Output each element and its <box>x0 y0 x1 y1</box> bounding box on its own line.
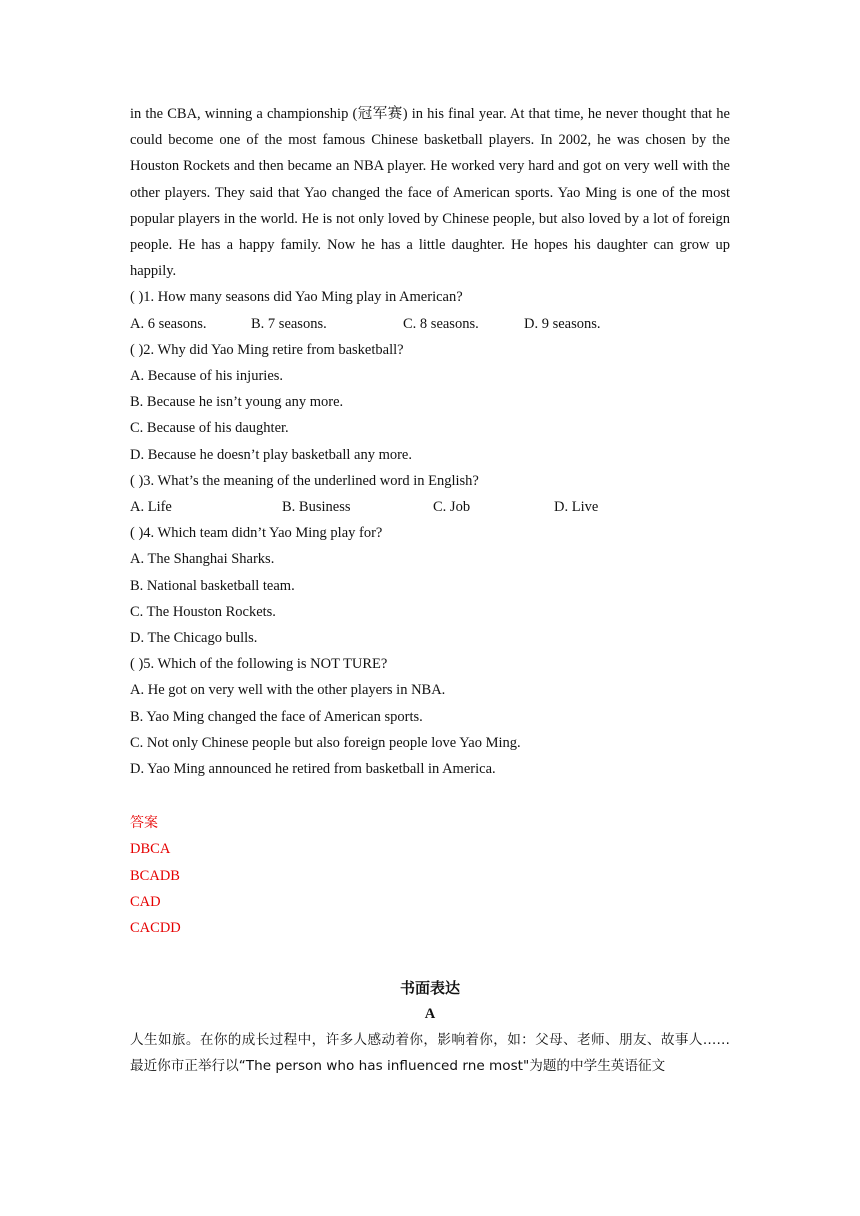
question-2-stem: ( )2. Why did Yao Ming retire from basketball? <box>130 341 404 358</box>
writing-prompt: 人生如旅。在你的成长过程中，许多人感动着你，影响着你，如：父母、老师、朋友、故事人…… 最近你市正举行以“The person who has influenced rne most"为题的中学生英语征文 <box>130 1032 730 1075</box>
question-2-option-b: B. Because he isn’t young any more. <box>130 394 344 411</box>
question-4-option-c: C. The Houston Rockets. <box>130 603 276 620</box>
question-4-stem: ( )4. Which team didn’t Yao Ming play for? <box>130 525 383 542</box>
question-5-option-d: D. Yao Ming announced he retired from basketball in America. <box>130 761 496 778</box>
answer-line-3: CAD <box>130 893 161 910</box>
question-1-options <box>130 311 730 337</box>
question-4-option-b: B. National basketball team. <box>130 577 295 594</box>
question-1-option-d: D. 9 seasons. <box>524 315 601 332</box>
question-1-option-a: A. 6 seasons. <box>130 315 207 332</box>
question-2-option-a: A. Because of his injuries. <box>130 368 284 385</box>
question-3-options <box>130 494 730 520</box>
question-5-option-b: B. Yao Ming changed the face of American sports. <box>130 708 423 725</box>
answer-line-2: BCADB <box>130 867 180 884</box>
question-1-stem: ( )1. How many seasons did Yao Ming play in American? <box>130 289 463 306</box>
page-content <box>130 101 730 1080</box>
question-4-option-a: A. The Shanghai Sharks. <box>130 551 275 568</box>
question-3-option-a: A. Life <box>130 499 172 516</box>
question-2-option-c: C. Because of his daughter. <box>130 420 289 437</box>
question-3-option-b: B. Business <box>282 499 351 516</box>
answer-key <box>130 810 730 941</box>
answer-line-1: DBCA <box>130 841 171 858</box>
answer-line-4: CACDD <box>130 920 181 937</box>
question-5-option-c: C. Not only Chinese people but also foreign people love Yao Ming. <box>130 734 521 751</box>
answer-key-title: 答案 <box>130 815 158 832</box>
question-4-option-d: D. The Chicago bulls. <box>130 630 258 647</box>
question-3-option-c: C. Job <box>433 499 471 516</box>
reading-passage: in the CBA, winning a championship (冠军赛) in his final year. At that time, he never thought that he could become one of the most famous Chinese basketball players. In 2002, he was chosen by the Houston Rockets and then became an NBA player. He worked very hard and got on very well with the other players. They said that Yao changed the face of American sports. Yao Ming is one of the most popular players in the world. He is not only loved by Chinese people, but also loved by a lot of foreign people. He has a happy family. Now he has a little daughter. He hopes his daughter can grow up happily. <box>130 106 730 280</box>
question-5-option-a: A. He got on very well with the other players in NBA. <box>130 682 446 699</box>
question-3-stem: ( )3. What’s the meaning of the underlined word in English? <box>130 472 479 489</box>
question-5-stem: ( )5. Which of the following is NOT TURE? <box>130 656 388 673</box>
question-2-option-d: D. Because he doesn’t play basketball any more. <box>130 446 412 463</box>
writing-subsection-title: A <box>424 1006 436 1023</box>
question-3-option-d: D. Live <box>554 499 599 516</box>
question-1-option-c: C. 8 seasons. <box>403 315 479 332</box>
question-1-option-b: B. 7 seasons. <box>251 315 327 332</box>
writing-section-title: 书面表达 <box>399 979 460 998</box>
